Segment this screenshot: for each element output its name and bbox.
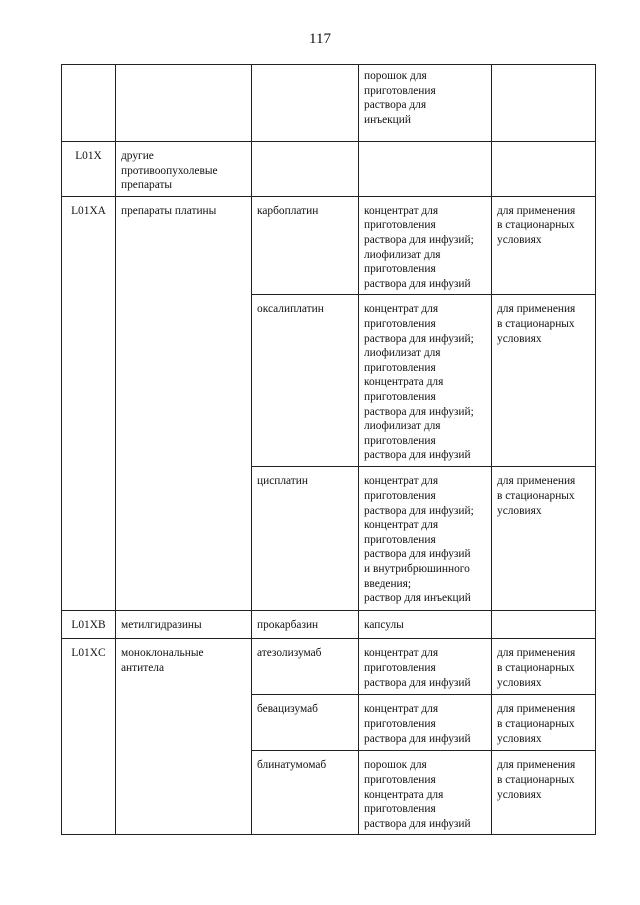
- note-cell: для применения в стационарных условиях: [492, 295, 596, 467]
- table-row: [62, 639, 596, 695]
- drug-name-cell: [252, 142, 359, 197]
- atc-code-cell: L01XB: [62, 611, 116, 639]
- dosage-form-cell: концентрат для приготовления раствора для инфузий; лиофилизат для приготовления концентрата для приготовления раствора для инфузий; лиофилизат для приготовления раствора для инфузий: [359, 295, 492, 467]
- note-cell: для применения в стационарных условиях: [492, 196, 596, 295]
- note-cell: для применения в стационарных условиях: [492, 751, 596, 835]
- note-cell: [492, 611, 596, 639]
- group-cell: [116, 65, 252, 142]
- dosage-form-cell: концентрат для приготовления раствора для инфузий; концентрат для приготовления раствора для инфузий и внутрибрюшинного введения; раствор для инъекций: [359, 467, 492, 611]
- drug-name-cell: бевацизумаб: [252, 695, 359, 751]
- group-cell: моноклональные антитела: [116, 639, 252, 835]
- dosage-form-cell: концентрат для приготовления раствора для инфузий; лиофилизат для приготовления раствора для инфузий: [359, 196, 492, 295]
- drug-table: [61, 64, 596, 835]
- drug-name-cell: блинатумомаб: [252, 751, 359, 835]
- drug-name-cell: атезолизумаб: [252, 639, 359, 695]
- dosage-form-cell: концентрат для приготовления раствора для инфузий: [359, 639, 492, 695]
- note-cell: для применения в стационарных условиях: [492, 467, 596, 611]
- atc-code-cell: L01XA: [62, 196, 116, 611]
- drug-name-cell: прокарбазин: [252, 611, 359, 639]
- note-cell: для применения в стационарных условиях: [492, 639, 596, 695]
- dosage-form-cell: капсулы: [359, 611, 492, 639]
- drug-name-cell: оксалиплатин: [252, 295, 359, 467]
- table-row: [62, 65, 596, 142]
- note-cell: [492, 65, 596, 142]
- note-cell: [492, 142, 596, 197]
- drug-name-cell: [252, 65, 359, 142]
- atc-code-cell: [62, 65, 116, 142]
- table-row: [62, 611, 596, 639]
- page-number: 117: [309, 31, 331, 47]
- group-cell: метилгидразины: [116, 611, 252, 639]
- dosage-form-cell: концентрат для приготовления раствора для инфузий: [359, 695, 492, 751]
- dosage-form-cell: порошок для приготовления концентрата для приготовления раствора для инфузий: [359, 751, 492, 835]
- atc-code-cell: L01X: [62, 142, 116, 197]
- atc-code-cell: L01XC: [62, 639, 116, 835]
- group-cell: другие противоопухолевые препараты: [116, 142, 252, 197]
- drug-name-cell: цисплатин: [252, 467, 359, 611]
- table-row: [62, 196, 596, 295]
- table-row: [62, 142, 596, 197]
- group-cell: препараты платины: [116, 196, 252, 611]
- dosage-form-cell: порошок для приготовления раствора для инъекций: [359, 65, 492, 142]
- drug-name-cell: карбоплатин: [252, 196, 359, 295]
- note-cell: для применения в стационарных условиях: [492, 695, 596, 751]
- dosage-form-cell: [359, 142, 492, 197]
